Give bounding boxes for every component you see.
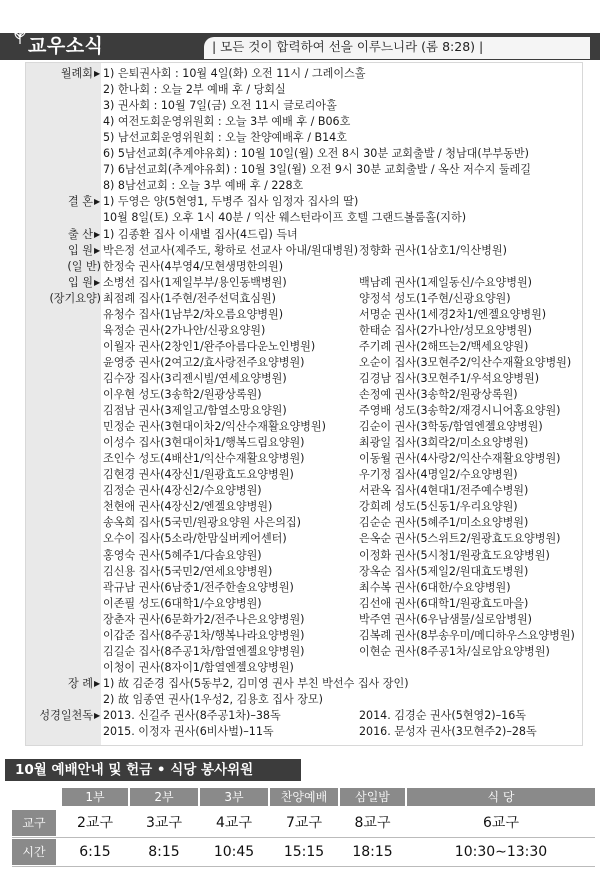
arrow-right-icon: ▶	[94, 711, 101, 720]
news-row-text: 윤영중 권사(2여고2/효사랑전주요양병원)	[103, 355, 305, 369]
news-row-text: 5) 남선교회운영위원회 : 오늘 찬양예배후 / B14호	[103, 131, 347, 145]
news-row-text: 홍영숙 권사(5혜주1/다솜요양원)	[103, 548, 262, 562]
news-row-text: 10월 8일(토) 오후 1시 40분 / 익산 웨스턴라이프 호텔 그랜드볼룸홀(지하)	[103, 211, 467, 225]
news-row	[25, 435, 585, 451]
news-row-text: 박은정 선교사(제주도, 황하로 선교사 아내/원대병원)	[103, 243, 359, 257]
news-row-label: (장기요양)	[49, 291, 101, 305]
schedule-title: 10월 예배안내 및 헌금 • 식당 봉사위원	[5, 759, 301, 781]
arrow-right-icon: ▶	[94, 229, 101, 239]
news-row-text: 김길순 집사(8주공1차/함열엔젤요양병원)	[103, 644, 305, 658]
news-row-text-right: 이동월 권사(4사랑2/익산수재활요양병원)	[359, 452, 561, 466]
news-row-text-right: 장옥순 집사(5제일2/원대효도병원)	[359, 564, 529, 578]
arrow-right-icon: ▶	[94, 245, 101, 255]
news-row-text: 1) 두영은 양(5현영1, 두병주 집사 임정자 집사의 딸)	[103, 195, 359, 209]
schedule-cell: 8:15	[148, 844, 180, 860]
news-row-text: 7) 6남선교회(추계야유회) : 10월 3일(월) 오전 9시 30분 교회출발 / 옥산 저수지 둘레길	[103, 163, 531, 177]
news-row-text: 김정순 권사(4장신2/수요양병원)	[103, 484, 262, 498]
news-row	[25, 692, 585, 708]
news-row-text-right: 정향화 권사(1삼호1/익산병원)	[359, 243, 507, 257]
schedule-cell: 6교구	[483, 815, 519, 831]
schedule-cell: 15:15	[283, 844, 325, 860]
news-row-text: 최점례 집사(1주현/전주선덕효심원)	[103, 291, 277, 305]
news-row	[25, 628, 585, 644]
news-row	[25, 355, 585, 371]
news-row	[25, 259, 585, 275]
schedule-cell: 10:30∼13:30	[454, 844, 548, 860]
news-row-label: (일 반)	[67, 259, 101, 273]
news-row	[25, 275, 585, 291]
news-row-text: 1) 은퇴권사회 : 10월 4일(화) 오전 11시 / 그레이스홀	[103, 67, 366, 80]
news-row	[25, 419, 585, 435]
news-row-text: 육정순 권사(2가나안/신광요양원)	[103, 323, 266, 337]
news-row-text: 조인수 성도(4배산1/익산수재활요양병원)	[103, 452, 305, 466]
news-row-text-right: 손정예 권사(3송학2/원광상록원)	[359, 388, 518, 401]
schedule-row-label: 교구	[12, 810, 56, 836]
schedule-header-cell: 찬양예배	[270, 788, 338, 806]
news-row-text-right: 김경남 집사(3모현주1/우석요양병원)	[359, 371, 540, 385]
news-row-text-right: 이현순 권사(8주공1차/실로암요양병원)	[359, 644, 550, 658]
news-row-text: 천현애 권사(4장신2/엔젤요양병원)	[103, 500, 273, 514]
schedule-cell: 7교구	[286, 815, 322, 831]
page-title: 교우소식	[28, 35, 104, 57]
news-row-text-right: 한태순 집사(2가나안/성모요양병원)	[359, 323, 533, 337]
news-row-text: 이청이 권사(8자이1/함열엔젤요양병원)	[103, 660, 294, 674]
schedule-header-cell: 2부	[130, 788, 198, 806]
news-row	[25, 130, 585, 146]
news-row-text-right: 서명순 권사(1세경2차1/엔젤요양병원)	[359, 307, 547, 321]
news-row-text: 2) 한나회 : 오늘 2부 예배 후 / 당회실	[103, 83, 286, 97]
header	[0, 0, 600, 62]
news-row-text: 곽규남 권사(6남중1/전주한솔요양병원)	[103, 580, 294, 594]
news-row-text: 2013. 신길주 권사(8주공1차)–38독	[103, 709, 281, 722]
news-row-text: 한정숙 권사(4부영4/모현생명한의원)	[103, 259, 284, 273]
news-row	[25, 451, 585, 467]
leaf-icon	[14, 31, 26, 45]
news-row	[25, 162, 585, 178]
news-row-text: 6) 5남선교회(추계야유회) : 10월 10일(월) 오전 8시 30분 교회출발 / 청남대(부부동반)	[103, 147, 529, 161]
news-row-text-right: 최수복 권사(6대한/수요양병원)	[359, 580, 511, 594]
arrow-right-icon: ▶	[94, 277, 101, 287]
news-row	[25, 676, 585, 692]
schedule-cell: 6:15	[79, 844, 111, 860]
schedule-header-cell: 삼일밤	[340, 788, 405, 806]
news-row-text: 2) 故 임종연 권사(1우성2, 김용호 집사 장모)	[103, 692, 323, 706]
news-row-text-right: 최광일 집사(3희락2/미소요양병원)	[359, 436, 529, 450]
schedule-header-cell: 식 당	[407, 788, 595, 806]
news-row-label: 장 례	[68, 676, 93, 690]
news-row	[25, 531, 585, 547]
news-row	[25, 323, 585, 339]
schedule-cell: 4교구	[216, 815, 252, 831]
news-row	[25, 564, 585, 580]
schedule-row-divider	[12, 837, 595, 838]
schedule-row-label: 시간	[12, 839, 56, 865]
news-row	[25, 483, 585, 499]
schedule-cell: 10:45	[213, 844, 255, 860]
news-row-text: 이성수 집사(3현대이차1/행복드림요양원)	[103, 436, 305, 450]
news-row-text: 오수이 집사(5소라/한맘실버케어센터)	[103, 532, 287, 546]
news-row-text: 8) 8남선교회 : 오늘 3부 예배 후 / 228호	[103, 179, 304, 193]
news-row-text-right: 양정석 성도(1주현/신광요양원)	[359, 291, 511, 305]
news-row	[25, 339, 585, 355]
news-row-text: 이존필 성도(6대학1/수요양병원)	[103, 596, 262, 610]
news-row	[25, 403, 585, 419]
schedule-header-cell: 3부	[200, 788, 268, 806]
news-row-text: 김현경 권사(4장신1/원광효도요양병원)	[103, 468, 294, 482]
news-row	[25, 596, 585, 612]
news-row	[25, 371, 585, 387]
news-row-text-right: 김순이 권사(3학동/함열엔젤요양병원)	[359, 420, 543, 434]
news-row	[25, 146, 585, 162]
news-row-label: 결 혼	[68, 195, 93, 209]
news-row-text: 이갑준 집사(8주공1차/행복나라요양병원)	[103, 628, 305, 642]
news-row	[25, 66, 585, 82]
news-row-text: 장춘자 권사(6문화가2/전주나은요양병원)	[103, 612, 305, 626]
news-row-text: 김수장 집사(3리젠시빌/연세요양병원)	[103, 371, 287, 385]
news-row-text: 이월자 권사(2창인1/완주아름다운노인병원)	[103, 339, 316, 353]
news-row	[25, 660, 585, 676]
news-row-text-right: 박주연 권사(6우남샘물/실로암병원)	[359, 612, 533, 626]
news-row-text-right: 이정화 권사(5시청1/원광효도요양병원)	[359, 548, 550, 562]
news-row-text: 1) 故 김준경 집사(5동부2, 김미영 권사 부친 박선수 집사 장인)	[103, 676, 409, 690]
news-row-text: 3) 권사회 : 10월 7일(금) 오전 11시 글로리아홀	[103, 99, 337, 113]
news-row-text-right: 주영배 성도(3송학2/재경시니어홈요양원)	[359, 404, 561, 418]
news-row-text-right: 백남례 권사(1제일동신/수요양병원)	[359, 275, 533, 289]
news-row	[25, 82, 585, 98]
news-row-text: 이우현 성도(3송학2/원광상록원)	[103, 388, 262, 401]
news-row-text: 송옥희 집사(5국민/원광요양원 사은의집)	[103, 516, 301, 530]
schedule-cell: 18:15	[352, 844, 393, 860]
news-row	[25, 227, 585, 243]
schedule-cell: 2교구	[77, 815, 113, 831]
news-row-text: 2015. 이정자 권사(6비사벌)–11독	[103, 725, 274, 739]
news-row-label: 월례회	[60, 67, 93, 80]
news-row	[25, 612, 585, 628]
news-row-text: 김신용 집사(5국민2/연세요양병원)	[103, 564, 273, 578]
news-row	[25, 580, 585, 596]
arrow-right-icon: ▶	[94, 197, 101, 207]
news-row-text-right: 주기례 권사(2해뜨는2/백세요양원)	[359, 339, 529, 353]
news-row-text: 1) 김종환 집사 이새별 집사(4드림) 득녀	[103, 227, 298, 241]
news-row	[25, 548, 585, 564]
news-row-text-right: 서관옥 집사(4현대1/전주예수병원)	[359, 484, 529, 498]
news-row-label: 입 원	[68, 243, 93, 257]
news-row	[25, 210, 585, 226]
schedule-header-cell: 1부	[62, 788, 128, 806]
news-row	[25, 644, 585, 660]
news-row-text-right: 2014. 김경순 권사(5현영2)–16독	[359, 709, 526, 722]
news-row-text-right: 우기정 집사(4명일2/수요양병원)	[359, 468, 518, 482]
news-row	[25, 98, 585, 114]
schedule-row-divider	[12, 866, 595, 867]
news-row	[25, 515, 585, 531]
news-row-text-right: 김순순 권사(5혜주1/미소요양병원)	[359, 516, 529, 530]
news-row-text: 유청수 집사(1남부2/차오름요양병원)	[103, 307, 284, 321]
news-row	[25, 708, 585, 724]
news-row-label: 성경일천독	[39, 709, 93, 722]
news-row	[25, 114, 585, 130]
news-row	[25, 387, 585, 403]
news-row-text: 민정순 권사(3현대이차2/익산수재활요양병원)	[103, 420, 326, 434]
schedule-cell: 3교구	[146, 815, 182, 831]
news-row	[25, 291, 585, 307]
news-row	[25, 467, 585, 483]
news-row	[25, 178, 585, 194]
arrow-right-icon: ▶	[94, 69, 101, 78]
news-row	[25, 307, 585, 323]
news-row-text-right: 은옥순 권사(5스위트2/원광효도요양병원)	[359, 532, 561, 546]
schedule-cell: 8교구	[354, 815, 391, 831]
header-verse: | 모든 것이 합력하여 선을 이루느니라 (롬 8:28) |	[204, 37, 590, 59]
news-row-label: 출 산	[68, 227, 93, 241]
news-row-text: 김점남 권사(3제일고/함열소망요양원)	[103, 404, 287, 418]
news-row-text-right: 오순이 집사(3모현주2/익산수재활요양병원)	[359, 355, 572, 369]
news-row-text-right: 2016. 문성자 권사(3모현주2)–28독	[359, 725, 537, 739]
news-row-text-right: 김복례 권사(8부송우미/메디하우스요양병원)	[359, 628, 575, 642]
news-row	[25, 194, 585, 210]
news-row-label: 입 원	[68, 275, 93, 289]
arrow-right-icon: ▶	[94, 678, 101, 688]
news-row	[25, 724, 585, 740]
news-row-text-right: 강희례 성도(5신동1/우리요양원)	[359, 500, 518, 514]
news-row-text: 소병선 집사(1제일부부/용인동백병원)	[103, 275, 287, 289]
news-row-text-right: 김선애 권사(6대학1/원광효도마을)	[359, 596, 529, 610]
news-row	[25, 499, 585, 515]
news-row	[25, 243, 585, 259]
news-row-text: 4) 여전도회운영위원회 : 오늘 3부 예배 후 / B06호	[103, 115, 351, 129]
